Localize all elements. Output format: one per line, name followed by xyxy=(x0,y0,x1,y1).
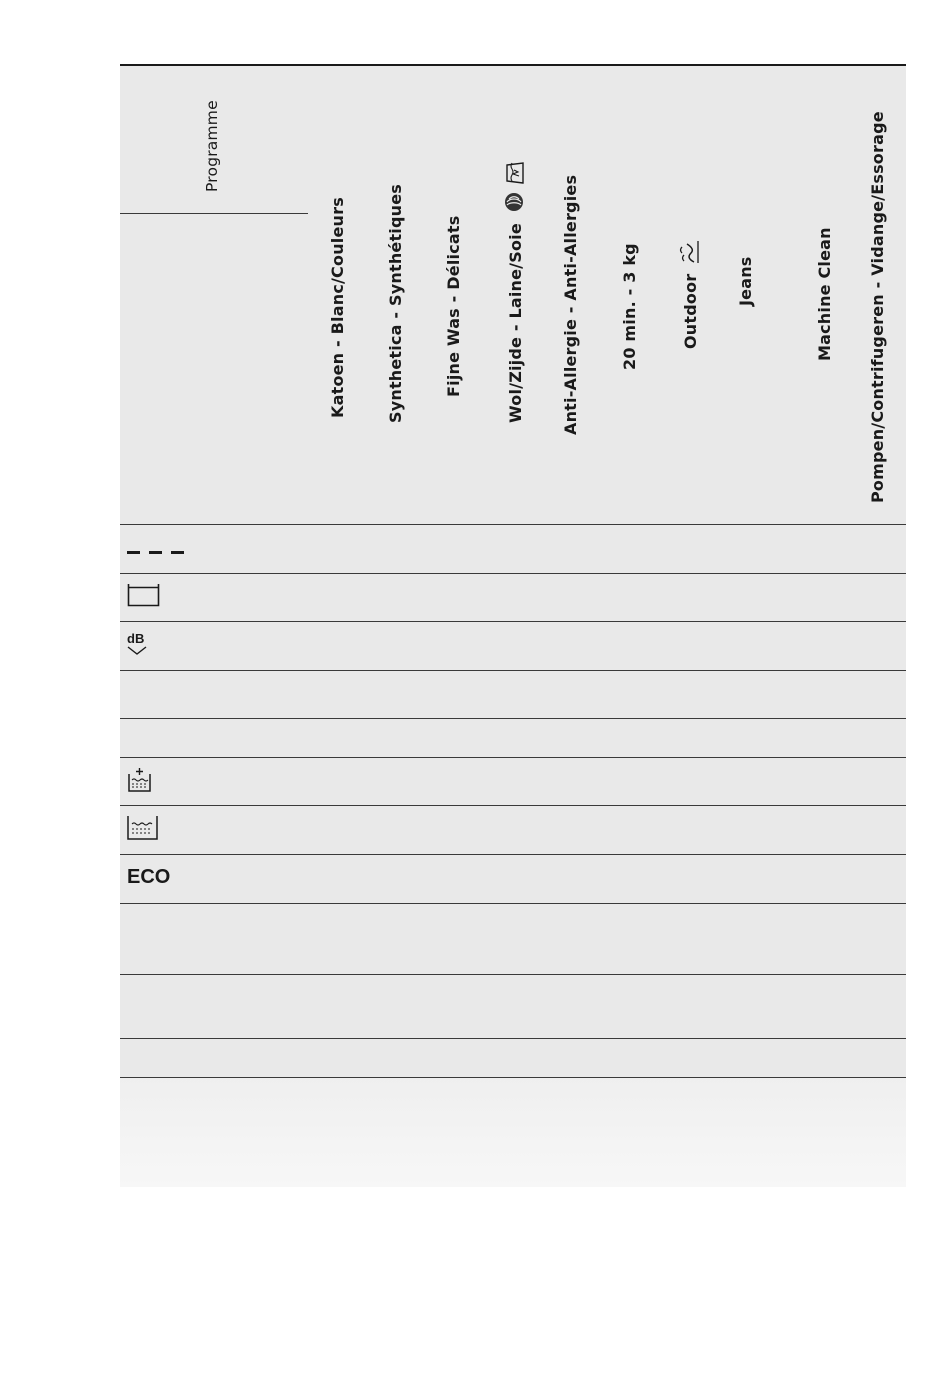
svg-text:dB: dB xyxy=(127,631,145,646)
wool-mark-handwash-icon xyxy=(503,161,530,213)
header-subrule xyxy=(120,213,308,214)
soak-icon xyxy=(126,814,160,846)
programme-fijne-was: Fijne Was - Délicats xyxy=(444,215,463,397)
outdoor-icon xyxy=(678,239,705,265)
programme-jeans: Jeans xyxy=(736,256,755,306)
empty-tub-icon xyxy=(127,583,161,611)
programme-synthetica: Synthetica - Synthétiques xyxy=(386,183,405,423)
programme-anti-allergie: Anti-Allergie - Anti-Allergies xyxy=(561,174,580,435)
row-rule xyxy=(120,1038,906,1039)
programme-wol-zijde xyxy=(503,161,530,423)
programme-header: Programme xyxy=(203,100,221,192)
dashed-line-icon xyxy=(127,545,187,564)
table-footer-area xyxy=(120,1077,906,1187)
programme-wol-zijde-label: Wol/Zijde - Laine/Soie xyxy=(506,223,525,423)
db-quiet-icon xyxy=(125,630,153,662)
row-rule xyxy=(120,621,906,622)
row-rule xyxy=(120,573,906,574)
row-rule xyxy=(120,974,906,975)
table-bottom-rule xyxy=(120,1077,906,1078)
row-rule xyxy=(120,718,906,719)
row-rule xyxy=(120,854,906,855)
header-bottom-rule xyxy=(120,524,906,525)
row-rule xyxy=(120,805,906,806)
programme-outdoor-label: Outdoor xyxy=(681,273,700,349)
eco-label: ECO xyxy=(127,866,171,888)
row-rule xyxy=(120,903,906,904)
row-rule xyxy=(120,757,906,758)
programme-20-min: 20 min. - 3 kg xyxy=(620,243,639,370)
extra-rinse-icon xyxy=(126,766,154,798)
row-rule xyxy=(120,670,906,671)
programme-katoen: Katoen - Blanc/Couleurs xyxy=(328,197,347,418)
programme-machine-clean: Machine Clean xyxy=(815,227,834,361)
programme-pompen: Pompen/Contrifugeren - Vidange/Essorage xyxy=(868,111,887,503)
programme-outdoor xyxy=(678,239,705,349)
